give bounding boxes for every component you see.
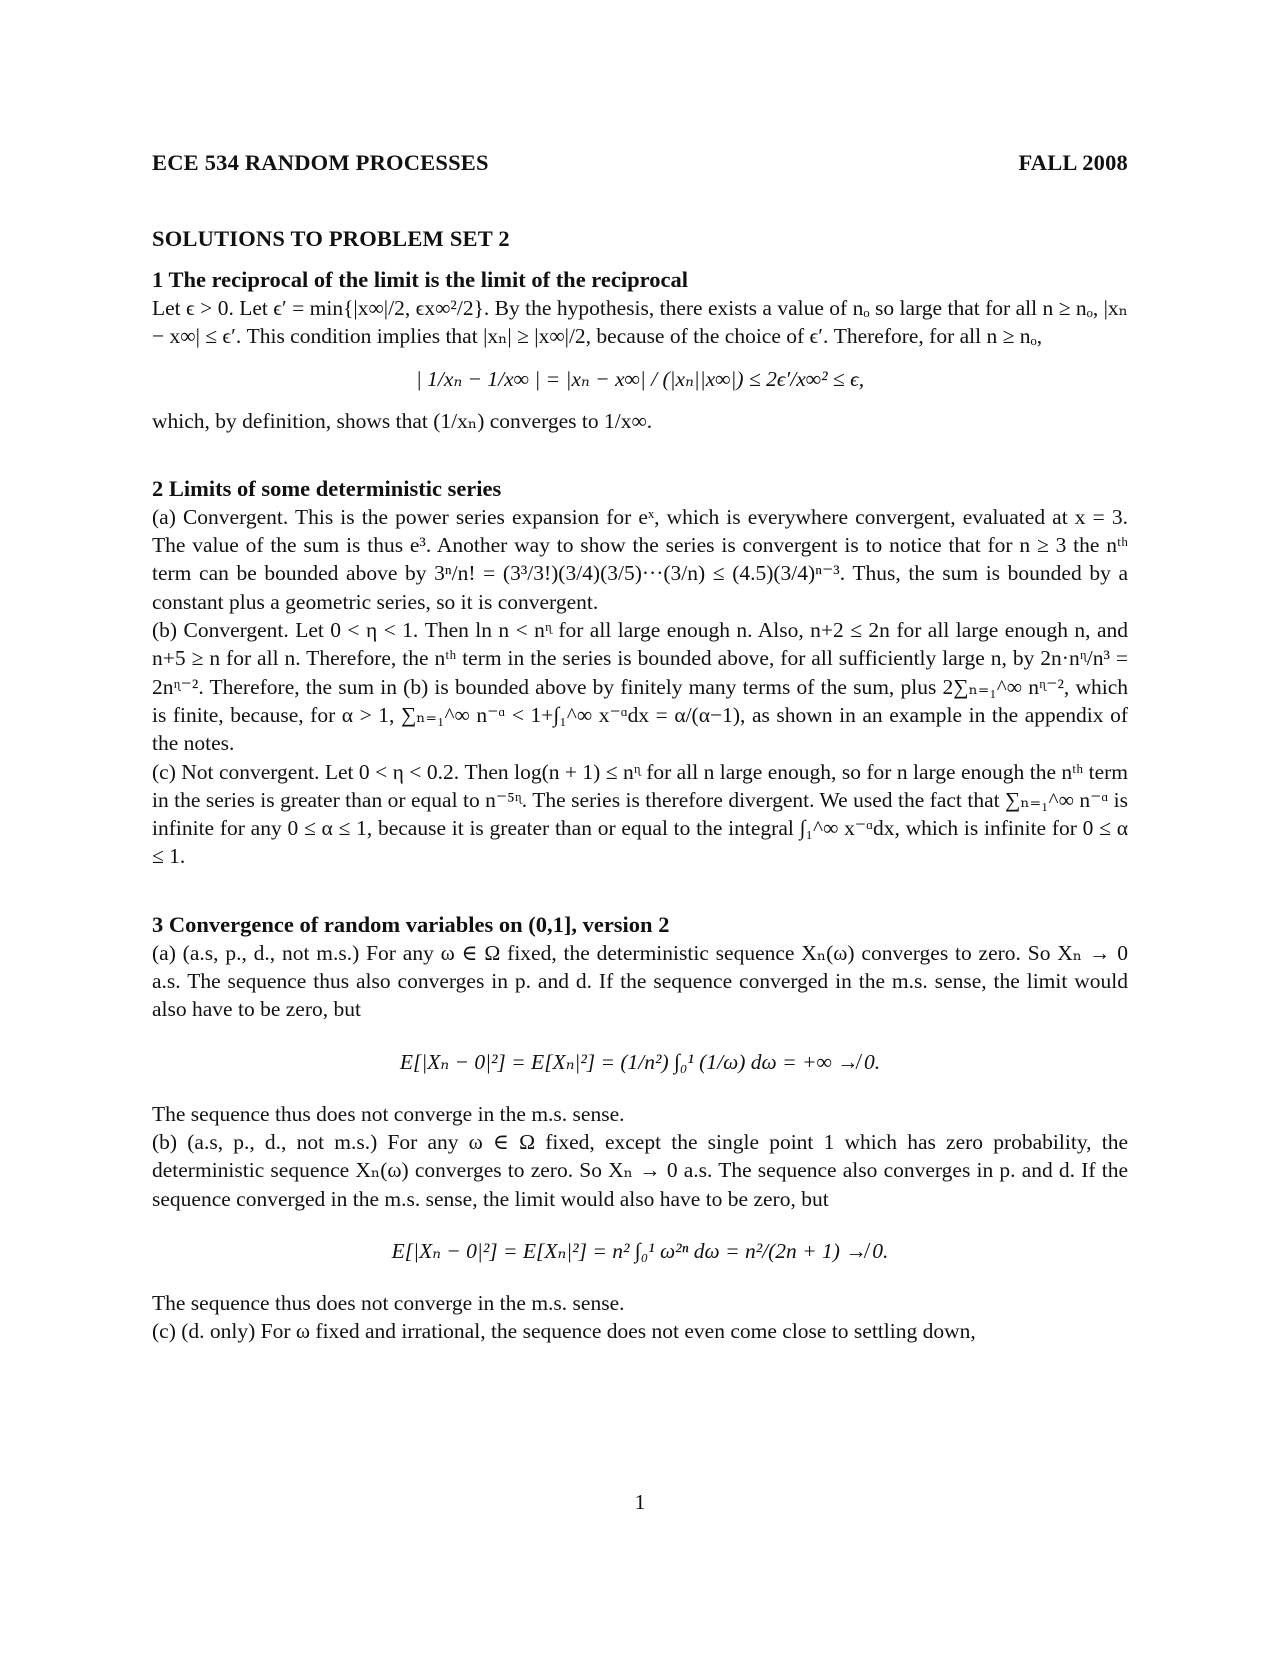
document-title: SOLUTIONS TO PROBLEM SET 2 [152, 226, 510, 251]
problem-3-equation-a: E[|Xₙ − 0|²] = E[Xₙ|²] = (1/n²) ∫₀¹ (1/ω) dω = +∞ ↛ 0. [399, 1049, 881, 1074]
problem-3-part-b: (b) (a.s, p., d., not m.s.) For any ω ∈ Ω fixed, except the single point 1 which has zero probability, the deterministic sequence Xₙ(ω) converges to zero. So Xₙ → 0 a.s. The sequence also converges in p. and d. If the sequence converged in the m.s. sense, the limit would also have to be zero, but [152, 1129, 1128, 1211]
problem-3-part-c: (c) (d. only) For ω fixed and irrational, the sequence does not even come close to settling down, [152, 1319, 976, 1344]
problem-3-equation-b: E[|Xₙ − 0|²] = E[Xₙ|²] = n² ∫₀¹ ω²ⁿ dω = n²/(2n + 1) ↛ 0. [391, 1238, 889, 1263]
problem-2 [152, 475, 1128, 871]
problem-3-part-a-conclusion: The sequence thus does not converge in the m.s. sense. [152, 1101, 625, 1126]
problem-1-paragraph-2: which, by definition, shows that (1/xₙ) converges to 1/x∞. [152, 408, 653, 433]
problem-1 [152, 266, 1128, 435]
problem-2-part-a: (a) Convergent. This is the power series expansion for eˣ, which is everywhere convergent, evaluated at x = 3. The value of the sum is thus e³. Another way to show the series is convergent is to notice that for n ≥ 3 the nᵗʰ term can be bounded above by 3ⁿ/n! = (3³/3!)(3/4)(3/5)···(3/n) ≤ (4.5)(3/4)ⁿ⁻³. Thus, the sum is bounded by a constant plus a geometric series, so it is convergent. [152, 504, 1128, 614]
problem-1-paragraph-1: Let ϵ > 0. Let ϵ′ = min{|x∞|/2, ϵx∞²/2}. By the hypothesis, there exists a value of nₒ so large that for all n ≥ nₒ, |xₙ − x∞| ≤ ϵ′. This condition implies that |xₙ| ≥ |x∞|/2, because of the choice of ϵ′. Therefore, for all n ≥ nₒ, [152, 296, 1128, 349]
problem-1-title: 1 The reciprocal of the limit is the limit of the reciprocal [152, 267, 688, 292]
problem-3-part-a: (a) (a.s, p., d., not m.s.) For any ω ∈ Ω fixed, the deterministic sequence Xₙ(ω) converges to zero. So Xₙ → 0 a.s. The sequence thus also converges in p. and d. If the sequence converged in the m.s. sense, the limit would also have to be zero, but [152, 940, 1128, 1022]
course-title: ECE 534 RANDOM PROCESSES [152, 150, 489, 175]
problem-2-title: 2 Limits of some deterministic series [152, 475, 502, 501]
running-header [152, 150, 1128, 176]
problem-3-title: 3 Convergence of random variables on (0,1], version 2 [152, 911, 670, 937]
term-label: FALL 2008 [1018, 150, 1128, 175]
problem-3-part-b-conclusion: The sequence thus does not converge in the m.s. sense. [152, 1290, 625, 1315]
problem-2-part-c: (c) Not convergent. Let 0 < η < 0.2. Then log(n + 1) ≤ nᶯ for all n large enough, so for n large enough the nᵗʰ term in the series is greater than or equal to n⁻⁵ᶯ. The series is therefore divergent. We used the fact that ∑ₙ₌₁^∞ n⁻ᵅ is infinite for any 0 ≤ α ≤ 1, because it is greater than or equal to the integral ∫₁^∞ x⁻ᵅdx, which is infinite for 0 ≤ α ≤ 1. [152, 759, 1128, 869]
problem-1-equation: | 1/xₙ − 1/x∞ | = |xₙ − x∞| / (|xₙ||x∞|) ≤ 2ϵ′/x∞² ≤ ϵ, [415, 366, 865, 391]
problem-3 [152, 911, 1128, 1346]
page-number: 1 [634, 1490, 646, 1514]
problem-2-part-b: (b) Convergent. Let 0 < η < 1. Then ln n < nᶯ for all large enough n. Also, n+2 ≤ 2n for all large enough n, and n+5 ≥ n for all n. Therefore, the nᵗʰ term in the series is bounded above, for all sufficiently large n, by 2n·nᶯ/n³ = 2nᶯ⁻². Therefore, the sum in (b) is bounded above by finitely many terms of the sum, plus 2∑ₙ₌₁^∞ nᶯ⁻², which is finite, because, for α > 1, ∑ₙ₌₁^∞ n⁻ᵅ < 1+∫₁^∞ x⁻ᵅdx = α/(α−1), as shown in an example in the appendix of the notes. [152, 618, 1128, 756]
page-content [152, 150, 1128, 1345]
